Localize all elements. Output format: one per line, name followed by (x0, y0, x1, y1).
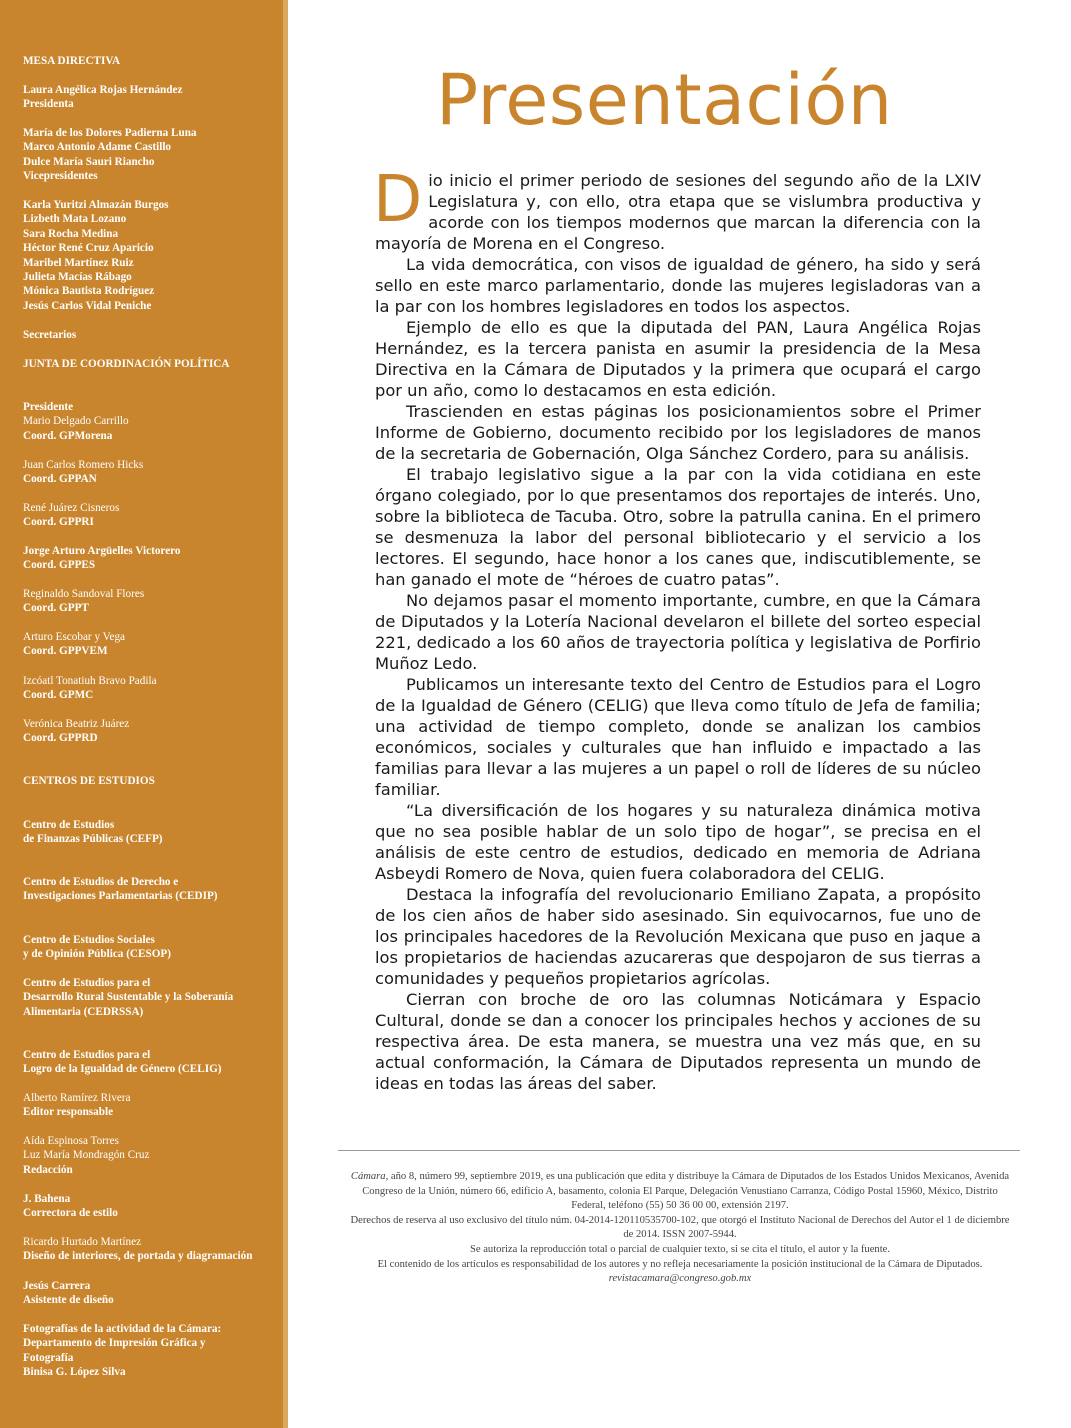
secretario-name: Maribel Martínez Ruiz (23, 256, 134, 269)
mesa-directiva-section (23, 54, 285, 68)
junta-member-name: Arturo Escobar y Vega (23, 631, 126, 643)
junta-member-name: Jorge Arturo Argüelles Victorero (23, 545, 181, 557)
divider (338, 1150, 1020, 1151)
junta-member-role: Coord. GPPT (23, 602, 89, 615)
paragraph: No dejamos pasar el momento importante, cumbre, en que la Cámara de Diputados y la Lotería Nacional develaron el billete del sorteo especial 221, dedicado a los 60 años de trayectoria política y legislativa de Porfirio Muñoz Ledo. (375, 591, 981, 673)
centro-line: de Finanzas Públicas (CEFP) (23, 833, 163, 846)
publication-name: Cámara (350, 1171, 386, 1182)
presidenta-block (23, 83, 285, 112)
staff-item (23, 1134, 285, 1177)
secretario-name: Karla Yuritzi Almazán Burgos (23, 199, 169, 211)
paragraph: La vida democrática, con visos de igualdad de género, ha sido y será sello en este marco parlamentario, donde las mujeres legisladoras van a la par con los hombres legisladores en todos los aspectos. (375, 255, 981, 316)
staff-line: Asistente de diseño (23, 1294, 114, 1307)
centro-line: Alimentaria (CEDRSSA) (23, 1005, 144, 1018)
junta-member-role: Coord. GPPES (23, 559, 96, 572)
paragraph: Ejemplo de ello es que la diputada del PAN, Laura Angélica Rojas Hernández, es la tercera panista en asumir la presidencia de la Mesa Directiva en la Cámara de Diputados y la primera que ocupará el cargo por un año, como lo destacamos en esta edición. (375, 318, 981, 400)
vice-name: María de los Dolores Padierna Luna (23, 127, 197, 139)
junta-member-role: Coord. GPPRD (23, 732, 98, 745)
junta-member (23, 674, 285, 703)
secretario-name: Jesús Carlos Vidal Peniche (23, 299, 152, 312)
staff-role: Diseño de interiores, de portada y diagramación (23, 1250, 253, 1263)
vices-block (23, 126, 285, 184)
page-title: Presentación (436, 59, 893, 141)
centro-item (23, 818, 285, 847)
staff-name: Alberto Ramírez Rivera (23, 1092, 131, 1104)
mesa-directiva-heading: MESA DIRECTIVA (23, 55, 121, 67)
centro-item (23, 1048, 285, 1077)
staff-name: Ricardo Hurtado Martínez (23, 1236, 142, 1248)
secretarios-block (23, 198, 285, 313)
staff-role: Redacción (23, 1163, 73, 1176)
staff-item (23, 1279, 285, 1308)
dropcap: D (373, 163, 423, 237)
junta-member (23, 587, 285, 616)
junta-member-name: René Juárez Cisneros (23, 502, 120, 514)
colophon-publication-line (345, 1170, 1015, 1214)
junta-member-role: Coord. GPPAN (23, 473, 97, 486)
junta-member-name: Mario Delgado Carrillo (23, 415, 129, 428)
centro-item (23, 976, 285, 1019)
junta-presidente-label: Presidente (23, 401, 74, 413)
junta-member-name: Juan Carlos Romero Hicks (23, 459, 144, 471)
colophon-email-link[interactable]: revistacamara@congreso.gob.mx (608, 1273, 752, 1285)
secretarios-role: Secretarios (23, 329, 77, 341)
staff-role: Editor responsable (23, 1106, 114, 1119)
junta-heading-block (23, 357, 285, 371)
junta-member (23, 717, 285, 746)
staff-line: J. Bahena (23, 1193, 71, 1205)
staff-item (23, 1322, 285, 1380)
centro-line: Centro de Estudios (23, 819, 115, 831)
junta-member-role: Coord. GPPRI (23, 516, 94, 529)
paragraph: Cierran con broche de oro las columnas Noticámara y Espacio Cultural, donde se dan a conocer los principales hechos y acciones de su respectiva área. De esta manera, se muestra una vez más que, en su actual conformación, la Cámara de Diputados representa un mundo de ideas en todas las áreas del saber. (375, 990, 981, 1093)
colophon (345, 1170, 1015, 1287)
article-body (373, 163, 981, 1094)
paragraph: El trabajo legislativo sigue a la par con la vida cotidiana en este órgano colegiado, por lo que presentamos dos reportajes de interés. Uno, sobre la biblioteca de Tacuba. Otro, sobre la patrulla canina. En el primero se desmenuza la labor del personal bibliotecario y el servicio a los lectores. El segundo, hace honor a los canes que, indiscutiblemente, se han ganado el mote de “héroes de cuatro patas”. (375, 465, 981, 589)
vice-name: Dulce María Sauri Riancho (23, 155, 155, 168)
staff-line: Fotografías de la actividad de la Cámara: (23, 1323, 222, 1335)
centro-line: y de Opinión Pública (CESOP) (23, 948, 171, 961)
vices-role: Vicepresidentes (23, 170, 98, 183)
centro-line: Centro de Estudios para el (23, 977, 151, 989)
secretario-name: Lizbeth Mata Lozano (23, 213, 127, 226)
centro-item (23, 875, 285, 904)
junta-member (23, 630, 285, 659)
centro-line: Centro de Estudios Sociales (23, 934, 155, 946)
staff-item (23, 1192, 285, 1221)
junta-member-name: Reginaldo Sandoval Flores (23, 588, 145, 600)
colophon-text: , año 8, número 99, septiembre 2019, es una publicación que edita y distribuye la Cámara de Diputados de los Estados Unidos Mexicanos, Avenida Congreso de la Unión, número 66, edificio A, basamento, colonia El Parque, Delegación Venustiano Carranza, Código Postal 15960, México, Distrito Federal, teléfono (55) 50 36 00 00, extensión 2197. (362, 1171, 1010, 1212)
junta-member-role: Coord. GPPVEM (23, 645, 108, 658)
staff-name: Aída Espinosa Torres (23, 1135, 119, 1147)
colophon-responsibility: El contenido de los artículos es responsabilidad de los autores y no refleja necesariamente la posición institucional de la Cámara de Diputados. (377, 1258, 983, 1270)
paragraph: Publicamos un interesante texto del Centro de Estudios para el Logro de la Igualdad de Género (CELIG) que lleva como título de Jefa de familia; una actividad de tiempo completo, donde se analizan los cambios económicos, sociales y culturales que han influido e impactado a las familias para llevar a las mujeres a un papel o roll de líderes de su núcleo familiar. (375, 675, 981, 799)
staff-name: Luz María Mondragón Cruz (23, 1149, 150, 1162)
junta-member-name: Izcóatl Tonatiuh Bravo Padila (23, 675, 157, 687)
junta-member (23, 501, 285, 530)
paragraph: Destaca la infografía del revolucionario Emiliano Zapata, a propósito de los cien años de haber sido asesinado. Sin equivocarnos, fue uno de los principales hacedores de la Revolución Mexicana que puso en jaque a los propietarios de haciendas azucareras que despojaron de sus tierras a comunidades y pequeños propietarios agrícolas. (375, 885, 981, 988)
centro-line: Investigaciones Parlamentarias (CEDIP) (23, 890, 218, 903)
staff-item (23, 1235, 285, 1264)
secretario-name: Sara Rocha Medina (23, 227, 119, 240)
centros-heading-block (23, 774, 285, 788)
secretarios-role-block (23, 328, 285, 342)
presidenta-name: Laura Angélica Rojas Hernández (23, 84, 183, 96)
presidenta-role: Presidenta (23, 98, 74, 111)
junta-member (23, 458, 285, 487)
paragraph (373, 163, 981, 254)
centros-heading: CENTROS DE ESTUDIOS (23, 775, 155, 787)
staff-line: Fotografía (23, 1351, 74, 1364)
paragraph: “La diversificación de los hogares y su naturaleza dinámica motiva que no sea posible hablar de un solo tipo de hogar”, se precisa en el análisis de este centro de estudios, dedicado en memoria de Adriana Asbeydi Romero de Nova, quien fuera colaboradora del CELIG. (375, 801, 981, 883)
staff-line: Departamento de Impresión Gráfica y (23, 1337, 206, 1350)
junta-member-role: Coord. GPMorena (23, 429, 113, 442)
secretario-name: Héctor René Cruz Aparicio (23, 242, 154, 255)
junta-member-role: Coord. GPMC (23, 689, 94, 702)
staff-line: Binisa G. López Silva (23, 1366, 126, 1379)
vice-name: Marco Antonio Adame Castillo (23, 141, 172, 154)
centro-line: Centro de Estudios de Derecho e (23, 876, 179, 888)
junta-heading: JUNTA DE COORDINACIÓN POLÍTICA (23, 358, 230, 370)
paragraph: Trascienden en estas páginas los posicionamientos sobre el Primer Informe de Gobierno, documento recibido por los legisladores de manos de la secretaria de Gobernación, Olga Sánchez Cordero, para su análisis. (375, 402, 981, 463)
paragraph-text: io inicio el primer periodo de sesiones del segundo año de la LXIV Legislatura y, con ello, otra etapa que se vislumbra productiva y acorde con los tiempos modernos que marcan la diferencia con la mayoría de Morena en el Congreso. (375, 171, 981, 253)
centro-line: Logro de la Igualdad de Género (CELIG) (23, 1063, 222, 1076)
centro-line: Desarrollo Rural Sustentable y la Soberanía (23, 991, 234, 1004)
secretario-name: Julieta Macías Rábago (23, 271, 132, 284)
junta-member-name: Verónica Beatriz Juárez (23, 718, 130, 730)
colophon-reproduction: Se autoriza la reproducción total o parcial de cualquier texto, si se cita el título, el autor y la fuente. (469, 1243, 891, 1255)
sidebar (0, 0, 288, 1428)
junta-member (23, 400, 285, 443)
staff-line: Correctora de estilo (23, 1207, 118, 1220)
centro-line: Centro de Estudios para el (23, 1049, 151, 1061)
junta-member (23, 544, 285, 573)
staff-line: Jesús Carrera (23, 1280, 91, 1292)
secretario-name: Mónica Bautista Rodríguez (23, 285, 155, 298)
centro-item (23, 933, 285, 962)
colophon-rights: Derechos de reserva al uso exclusivo del título núm. 04-2014-120110535700-102, que otorgó el Instituto Nacional de Derechos del Autor el 1 de diciembre de 2014. ISSN 2007-5944. (350, 1214, 1010, 1241)
staff-item (23, 1091, 285, 1120)
